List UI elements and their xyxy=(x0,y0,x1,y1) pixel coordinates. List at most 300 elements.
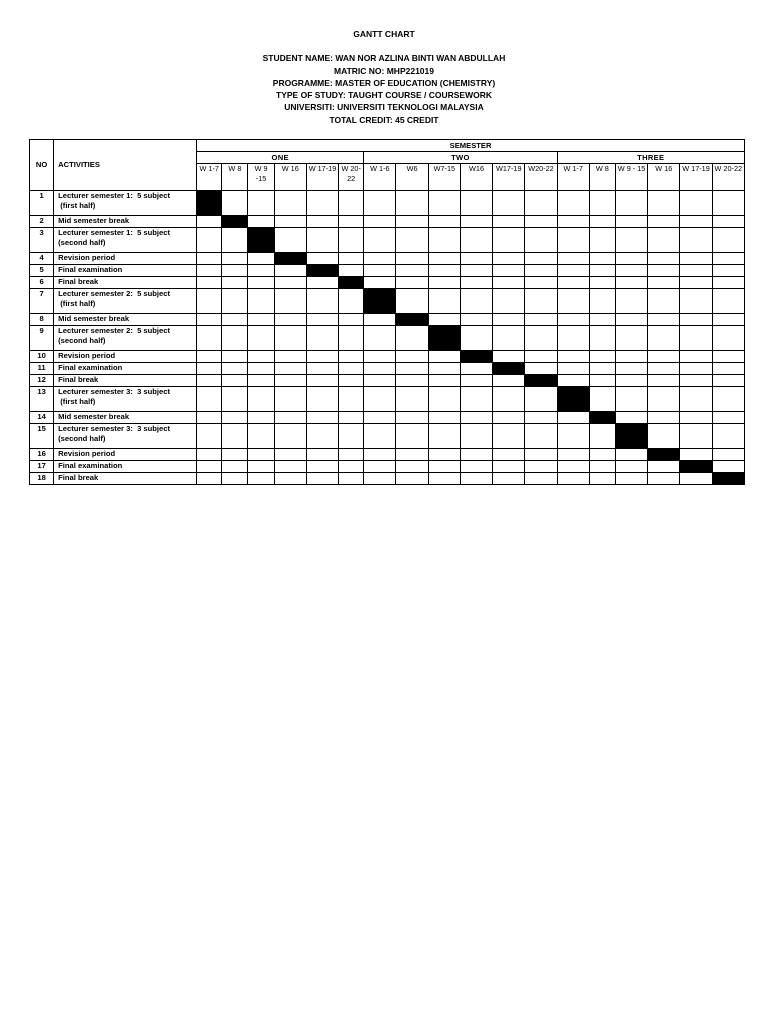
gantt-cell xyxy=(306,375,338,387)
gantt-cell xyxy=(648,375,680,387)
gantt-cell xyxy=(306,473,338,485)
gantt-cell xyxy=(222,461,248,473)
gantt-cell xyxy=(428,253,460,265)
activity-name xyxy=(54,351,197,363)
gantt-cell xyxy=(493,253,525,265)
gantt-cell xyxy=(712,412,744,424)
gantt-bar xyxy=(197,191,222,216)
activity-row xyxy=(30,473,745,485)
activity-line: Mid semester break xyxy=(58,412,130,421)
gantt-cell xyxy=(197,265,222,277)
gantt-cell xyxy=(222,351,248,363)
gantt-cell xyxy=(557,191,589,216)
activity-line: (first half) xyxy=(58,200,96,210)
gantt-cell xyxy=(274,265,306,277)
gantt-cell xyxy=(557,424,589,449)
row-number: 7 xyxy=(30,289,54,314)
gantt-cell xyxy=(364,253,396,265)
gantt-cell xyxy=(460,473,492,485)
gantt-cell xyxy=(460,461,492,473)
gantt-cell xyxy=(557,449,589,461)
gantt-body xyxy=(30,191,745,485)
gantt-cell xyxy=(615,375,647,387)
gantt-cell xyxy=(222,375,248,387)
gantt-cell xyxy=(525,228,557,253)
gantt-cell xyxy=(222,253,248,265)
gantt-cell xyxy=(197,375,222,387)
gantt-cell xyxy=(493,265,525,277)
gantt-cell xyxy=(248,277,274,289)
activity-row xyxy=(30,228,745,253)
gantt-cell xyxy=(248,375,274,387)
activity-line: (second half) xyxy=(58,433,106,443)
gantt-cell xyxy=(648,289,680,314)
gantt-cell xyxy=(557,253,589,265)
gantt-cell xyxy=(364,387,396,412)
gantt-bar xyxy=(460,351,492,363)
week-label: W 16 xyxy=(274,164,306,191)
matric-no-line: MATRIC NO: MHP221019 xyxy=(334,65,434,76)
gantt-bar xyxy=(364,289,396,314)
gantt-cell xyxy=(248,461,274,473)
gantt-cell xyxy=(589,191,615,216)
gantt-cell xyxy=(364,216,396,228)
gantt-cell xyxy=(428,277,460,289)
gantt-cell xyxy=(428,265,460,277)
gantt-cell xyxy=(589,216,615,228)
gantt-cell xyxy=(396,191,428,216)
activity-name xyxy=(54,326,197,351)
gantt-cell xyxy=(460,375,492,387)
gantt-cell xyxy=(306,216,338,228)
gantt-cell xyxy=(248,289,274,314)
gantt-cell xyxy=(248,387,274,412)
gantt-cell xyxy=(493,326,525,351)
gantt-cell xyxy=(712,191,744,216)
activity-row xyxy=(30,375,745,387)
gantt-cell xyxy=(648,265,680,277)
gantt-cell xyxy=(306,449,338,461)
gantt-cell xyxy=(648,424,680,449)
gantt-cell xyxy=(460,424,492,449)
gantt-cell xyxy=(615,326,647,351)
gantt-cell xyxy=(680,363,712,375)
gantt-cell xyxy=(306,412,338,424)
week-label: W6 xyxy=(396,164,428,191)
gantt-cell xyxy=(712,253,744,265)
gantt-cell xyxy=(339,473,364,485)
gantt-cell xyxy=(364,351,396,363)
activity-name xyxy=(54,449,197,461)
gantt-cell xyxy=(428,216,460,228)
gantt-cell xyxy=(306,461,338,473)
document-header xyxy=(0,28,768,126)
gantt-cell xyxy=(248,424,274,449)
activity-name xyxy=(54,363,197,375)
activity-name xyxy=(54,314,197,326)
gantt-cell xyxy=(712,228,744,253)
gantt-cell xyxy=(339,375,364,387)
activity-row xyxy=(30,314,745,326)
gantt-cell xyxy=(306,424,338,449)
week-label: W 17-19 xyxy=(306,164,338,191)
gantt-cell xyxy=(197,216,222,228)
gantt-cell xyxy=(680,326,712,351)
row-number: 16 xyxy=(30,449,54,461)
gantt-cell xyxy=(396,412,428,424)
row-number: 17 xyxy=(30,461,54,473)
gantt-cell xyxy=(222,449,248,461)
gantt-cell xyxy=(396,253,428,265)
activity-row xyxy=(30,449,745,461)
gantt-cell xyxy=(712,277,744,289)
gantt-cell xyxy=(364,228,396,253)
gantt-cell xyxy=(589,461,615,473)
gantt-cell xyxy=(364,375,396,387)
gantt-cell xyxy=(222,424,248,449)
gantt-cell xyxy=(197,228,222,253)
gantt-cell xyxy=(615,449,647,461)
gantt-cell xyxy=(680,351,712,363)
gantt-cell xyxy=(222,412,248,424)
gantt-cell xyxy=(306,326,338,351)
gantt-cell xyxy=(615,228,647,253)
gantt-cell xyxy=(680,228,712,253)
week-label: W 1-7 xyxy=(197,164,222,191)
row-number: 12 xyxy=(30,375,54,387)
gantt-cell xyxy=(197,289,222,314)
gantt-cell xyxy=(712,216,744,228)
gantt-cell xyxy=(396,375,428,387)
gantt-bar xyxy=(589,412,615,424)
gantt-cell xyxy=(557,326,589,351)
gantt-cell xyxy=(460,412,492,424)
gantt-bar xyxy=(680,461,712,473)
gantt-cell xyxy=(493,387,525,412)
gantt-cell xyxy=(525,265,557,277)
gantt-cell xyxy=(396,289,428,314)
gantt-cell xyxy=(396,265,428,277)
week-label: W7-15 xyxy=(428,164,460,191)
gantt-cell xyxy=(248,412,274,424)
gantt-cell xyxy=(525,461,557,473)
gantt-cell xyxy=(680,265,712,277)
gantt-cell xyxy=(615,473,647,485)
gantt-cell xyxy=(364,326,396,351)
gantt-bar xyxy=(306,265,338,277)
gantt-cell xyxy=(648,253,680,265)
gantt-cell xyxy=(197,449,222,461)
gantt-cell xyxy=(525,191,557,216)
gantt-cell xyxy=(680,473,712,485)
gantt-cell xyxy=(274,351,306,363)
activity-name xyxy=(54,191,197,216)
gantt-cell xyxy=(493,449,525,461)
activity-name xyxy=(54,375,197,387)
gantt-cell xyxy=(648,228,680,253)
gantt-cell xyxy=(274,216,306,228)
gantt-cell xyxy=(339,351,364,363)
activity-line: (first half) xyxy=(58,396,96,406)
gantt-cell xyxy=(493,228,525,253)
gantt-cell xyxy=(680,277,712,289)
gantt-cell xyxy=(428,461,460,473)
gantt-cell xyxy=(339,228,364,253)
gantt-cell xyxy=(460,387,492,412)
gantt-cell xyxy=(222,228,248,253)
gantt-cell xyxy=(364,277,396,289)
gantt-cell xyxy=(274,449,306,461)
gantt-cell xyxy=(274,191,306,216)
semester-name: ONE xyxy=(197,152,364,164)
gantt-cell xyxy=(589,253,615,265)
gantt-cell xyxy=(396,449,428,461)
gantt-bar xyxy=(222,216,248,228)
header-no: NO xyxy=(30,140,54,191)
gantt-cell xyxy=(615,277,647,289)
activity-line: Mid semester break xyxy=(58,216,130,225)
gantt-cell xyxy=(460,363,492,375)
activity-row xyxy=(30,277,745,289)
gantt-cell xyxy=(460,289,492,314)
gantt-cell xyxy=(615,412,647,424)
gantt-cell xyxy=(396,473,428,485)
gantt-cell xyxy=(460,216,492,228)
gantt-cell xyxy=(222,277,248,289)
gantt-cell xyxy=(712,326,744,351)
gantt-cell xyxy=(525,216,557,228)
row-number: 15 xyxy=(30,424,54,449)
week-label: W16 xyxy=(460,164,492,191)
gantt-cell xyxy=(615,314,647,326)
activity-row xyxy=(30,216,745,228)
gantt-cell xyxy=(396,351,428,363)
gantt-cell xyxy=(680,216,712,228)
gantt-cell xyxy=(589,314,615,326)
gantt-cell xyxy=(648,216,680,228)
gantt-cell xyxy=(615,253,647,265)
week-label: W 17-19 xyxy=(680,164,712,191)
gantt-cell xyxy=(589,326,615,351)
gantt-cell xyxy=(648,473,680,485)
gantt-cell xyxy=(615,191,647,216)
gantt-cell xyxy=(248,363,274,375)
gantt-cell xyxy=(274,326,306,351)
gantt-bar xyxy=(396,314,428,326)
gantt-cell xyxy=(248,253,274,265)
gantt-cell xyxy=(197,424,222,449)
week-label: W 20-22 xyxy=(339,164,364,191)
gantt-bar xyxy=(648,449,680,461)
gantt-cell xyxy=(648,363,680,375)
gantt-cell xyxy=(339,265,364,277)
gantt-bar xyxy=(615,424,647,449)
gantt-cell xyxy=(493,412,525,424)
activity-row xyxy=(30,351,745,363)
gantt-cell xyxy=(364,412,396,424)
gantt-bar xyxy=(712,473,744,485)
gantt-cell xyxy=(306,351,338,363)
gantt-cell xyxy=(364,265,396,277)
gantt-cell xyxy=(460,265,492,277)
week-label: W 16 xyxy=(648,164,680,191)
gantt-cell xyxy=(615,387,647,412)
gantt-cell xyxy=(339,449,364,461)
gantt-cell xyxy=(648,191,680,216)
activity-line: Final break xyxy=(58,277,99,286)
gantt-cell xyxy=(197,326,222,351)
gantt-bar xyxy=(493,363,525,375)
gantt-cell xyxy=(248,351,274,363)
gantt-cell xyxy=(339,216,364,228)
gantt-cell xyxy=(428,289,460,314)
semester-name: THREE xyxy=(557,152,744,164)
week-label: W 8 xyxy=(222,164,248,191)
gantt-cell xyxy=(557,277,589,289)
gantt-cell xyxy=(648,314,680,326)
gantt-cell xyxy=(525,314,557,326)
gantt-cell xyxy=(428,363,460,375)
activity-line: Revision period xyxy=(58,449,116,458)
activity-row xyxy=(30,326,745,351)
gantt-cell xyxy=(493,351,525,363)
gantt-cell xyxy=(396,363,428,375)
activity-line: Lecturer semester 3: 3 subject xyxy=(58,424,171,433)
gantt-cell xyxy=(493,314,525,326)
gantt-bar xyxy=(274,253,306,265)
gantt-cell xyxy=(712,351,744,363)
gantt-cell xyxy=(222,289,248,314)
activity-name xyxy=(54,216,197,228)
document-title: GANTT CHART xyxy=(353,29,415,39)
gantt-cell xyxy=(428,191,460,216)
gantt-cell xyxy=(274,289,306,314)
gantt-cell xyxy=(306,363,338,375)
activity-name xyxy=(54,412,197,424)
activity-line: Lecturer semester 2: 5 subject xyxy=(58,326,171,335)
week-label: W 8 xyxy=(589,164,615,191)
gantt-cell xyxy=(525,351,557,363)
gantt-cell xyxy=(615,265,647,277)
gantt-cell xyxy=(493,289,525,314)
gantt-cell xyxy=(339,314,364,326)
gantt-cell xyxy=(306,191,338,216)
activity-row xyxy=(30,265,745,277)
gantt-cell xyxy=(274,363,306,375)
gantt-cell xyxy=(396,277,428,289)
gantt-cell xyxy=(589,387,615,412)
activity-row xyxy=(30,253,745,265)
gantt-cell xyxy=(460,314,492,326)
university-line: UNIVERSITI: UNIVERSITI TEKNOLOGI MALAYSIA xyxy=(284,102,484,113)
gantt-bar xyxy=(525,375,557,387)
gantt-cell xyxy=(460,277,492,289)
week-label: W 9 - 15 xyxy=(615,164,647,191)
gantt-cell xyxy=(248,265,274,277)
week-label: W20-22 xyxy=(525,164,557,191)
gantt-cell xyxy=(615,216,647,228)
gantt-cell xyxy=(525,449,557,461)
gantt-cell xyxy=(428,351,460,363)
gantt-cell xyxy=(525,424,557,449)
gantt-cell xyxy=(274,375,306,387)
gantt-cell xyxy=(589,277,615,289)
gantt-cell xyxy=(364,473,396,485)
gantt-cell xyxy=(197,277,222,289)
row-number: 13 xyxy=(30,387,54,412)
week-label: W 20-22 xyxy=(712,164,744,191)
gantt-cell xyxy=(615,351,647,363)
week-label: W 1-7 xyxy=(557,164,589,191)
gantt-bar xyxy=(248,228,274,253)
gantt-cell xyxy=(525,253,557,265)
gantt-cell xyxy=(197,253,222,265)
gantt-cell xyxy=(712,289,744,314)
week-label: W 9 -15 xyxy=(248,164,274,191)
row-number: 4 xyxy=(30,253,54,265)
gantt-cell xyxy=(306,277,338,289)
gantt-cell xyxy=(589,289,615,314)
gantt-cell xyxy=(557,351,589,363)
gantt-cell xyxy=(428,412,460,424)
activity-line: Lecturer semester 1: 5 subject xyxy=(58,228,171,237)
gantt-cell xyxy=(557,216,589,228)
gantt-cell xyxy=(248,216,274,228)
gantt-cell xyxy=(339,363,364,375)
gantt-cell xyxy=(197,314,222,326)
gantt-cell xyxy=(339,412,364,424)
gantt-cell xyxy=(248,449,274,461)
activity-name xyxy=(54,277,197,289)
gantt-cell xyxy=(306,228,338,253)
activity-line: Lecturer semester 2: 5 subject xyxy=(58,289,171,298)
gantt-cell xyxy=(306,253,338,265)
gantt-cell xyxy=(493,277,525,289)
gantt-cell xyxy=(525,363,557,375)
week-label: W 1-6 xyxy=(364,164,396,191)
gantt-cell xyxy=(197,412,222,424)
activity-line: Lecturer semester 3: 3 subject xyxy=(58,387,171,396)
gantt-cell xyxy=(557,289,589,314)
total-credit-line: TOTAL CREDIT: 45 CREDIT xyxy=(329,114,439,125)
gantt-cell xyxy=(615,289,647,314)
gantt-cell xyxy=(428,449,460,461)
gantt-cell xyxy=(428,424,460,449)
activity-line: Lecturer semester 1: 5 subject xyxy=(58,191,171,200)
activity-name xyxy=(54,473,197,485)
gantt-cell xyxy=(648,461,680,473)
gantt-cell xyxy=(222,387,248,412)
gantt-cell xyxy=(339,289,364,314)
gantt-cell xyxy=(589,473,615,485)
gantt-cell xyxy=(364,449,396,461)
gantt-cell xyxy=(525,387,557,412)
gantt-cell xyxy=(557,265,589,277)
gantt-cell xyxy=(589,363,615,375)
gantt-cell xyxy=(197,387,222,412)
gantt-cell xyxy=(428,473,460,485)
gantt-cell xyxy=(274,412,306,424)
gantt-cell xyxy=(396,424,428,449)
gantt-cell xyxy=(557,461,589,473)
activity-line: Final examination xyxy=(58,461,123,470)
activity-row xyxy=(30,289,745,314)
semester-name: TWO xyxy=(364,152,557,164)
gantt-cell xyxy=(222,314,248,326)
gantt-cell xyxy=(197,363,222,375)
gantt-cell xyxy=(460,253,492,265)
gantt-cell xyxy=(460,191,492,216)
